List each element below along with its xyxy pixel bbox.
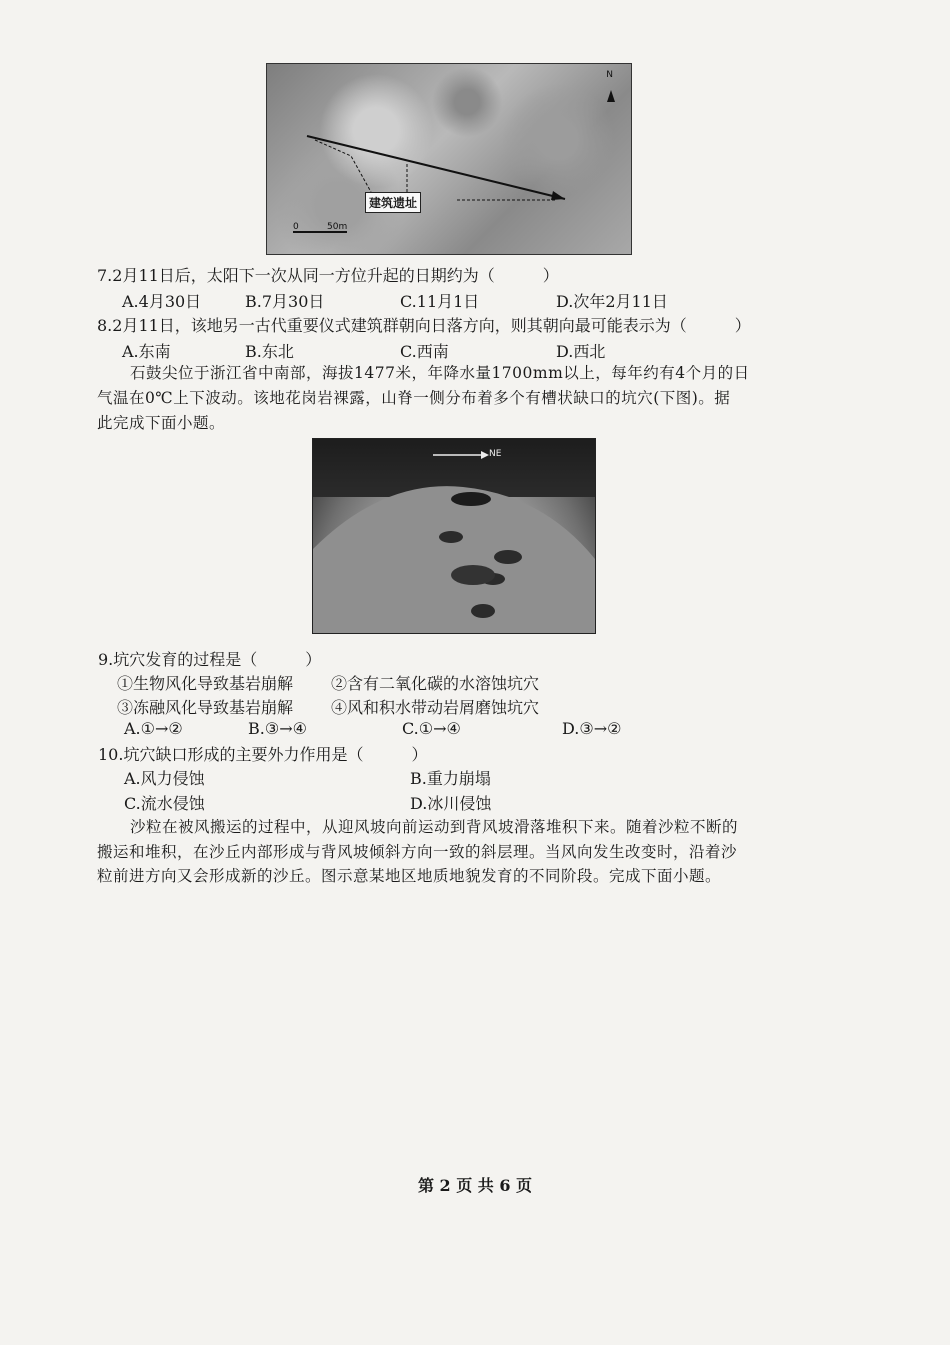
passage2-line-2: 气温在0℃上下波动。该地花岗岩裸露，山脊一侧分布着多个有槽状缺口的坑穴(下图)。据 [97,389,731,407]
pit [451,492,491,506]
q10-option-c: C.流水侵蚀 [124,794,205,813]
q9-option-b: B.③→④ [248,719,307,738]
q9-statement-3: ③冻融风化导致基岩崩解 [117,698,294,717]
q8-option-c: C.西南 [400,342,449,361]
q8-option-a: A.东南 [122,342,171,361]
q7-option-c: C.11月1日 [400,292,480,311]
q9-option-a: A.①→② [124,719,183,738]
photo-overlay [313,439,595,633]
q7-option-d: D.次年2月11日 [556,292,668,311]
q9-stem: 9.坑穴发育的过程是（ ） [98,650,322,669]
q8-stem: 8.2月11日，该地另一古代重要仪式建筑群朝向日落方向，则其朝向最可能表示为（ ） [97,316,751,335]
satellite-map-figure [266,63,632,255]
granite-pit-photo [312,438,596,634]
pit [439,531,463,543]
scale-zero-label: 0 [293,222,299,232]
q9-statement-2: ②含有二氧化碳的水溶蚀坑穴 [331,674,540,693]
q9-statement-1: ①生物风化导致基岩崩解 [117,674,294,693]
pit [494,550,522,564]
sight-line [307,136,565,199]
passage3-line-3: 粒前进方向又会形成新的沙丘。图示意某地区地质地貌发育的不同阶段。完成下面小题。 [97,867,722,885]
q8-option-b: B.东北 [245,342,294,361]
q9-statement-4: ④风和积水带动岩屑磨蚀坑穴 [331,698,540,717]
arrow-head-icon [551,191,565,200]
map-overlay [267,64,631,254]
q10-option-d: D.冰川侵蚀 [410,794,492,813]
pit [471,604,495,618]
q10-stem: 10.坑穴缺口形成的主要外力作用是（ ） [98,745,428,764]
north-label: N [606,70,613,80]
passage3-line-1: 沙粒在被风搬运的过程中，从迎风坡向前运动到背风坡滑落堆积下来。随着沙粒不断的 [130,818,739,836]
q7-option-a: A.4月30日 [122,292,202,311]
q10-option-b: B.重力崩塌 [410,769,491,788]
passage2-line-1: 石鼓尖位于浙江省中南部，海拔1477米，年降水量1700mm以上，每年约有4个月的日 [130,364,750,382]
q9-option-c: C.①→④ [402,719,461,738]
north-arrow-icon [607,90,615,102]
q10-option-a: A.风力侵蚀 [124,769,205,788]
building-site-label: 建筑遗址 [365,192,421,213]
scale-label: 50m [327,222,348,232]
rock-surface [313,486,595,633]
q7-option-b: B.7月30日 [245,292,325,311]
passage3-line-2: 搬运和堆积，在沙丘内部形成与背风坡倾斜方向一致的斜层理。当风向发生改变时，沿着沙 [97,843,738,861]
q8-option-d: D.西北 [556,342,606,361]
pit [451,565,495,585]
passage2-line-3: 此完成下面小题。 [97,414,226,432]
q9-option-d: D.③→② [562,719,622,738]
q7-stem: 7.2月11日后，太阳下一次从同一方位升起的日期约为（ ） [97,266,559,285]
ne-arrow-icon [481,451,489,459]
page-footer: 第 2 页 共 6 页 [417,1176,533,1195]
site-leader-line [315,140,371,192]
ne-label: NE [489,449,502,459]
